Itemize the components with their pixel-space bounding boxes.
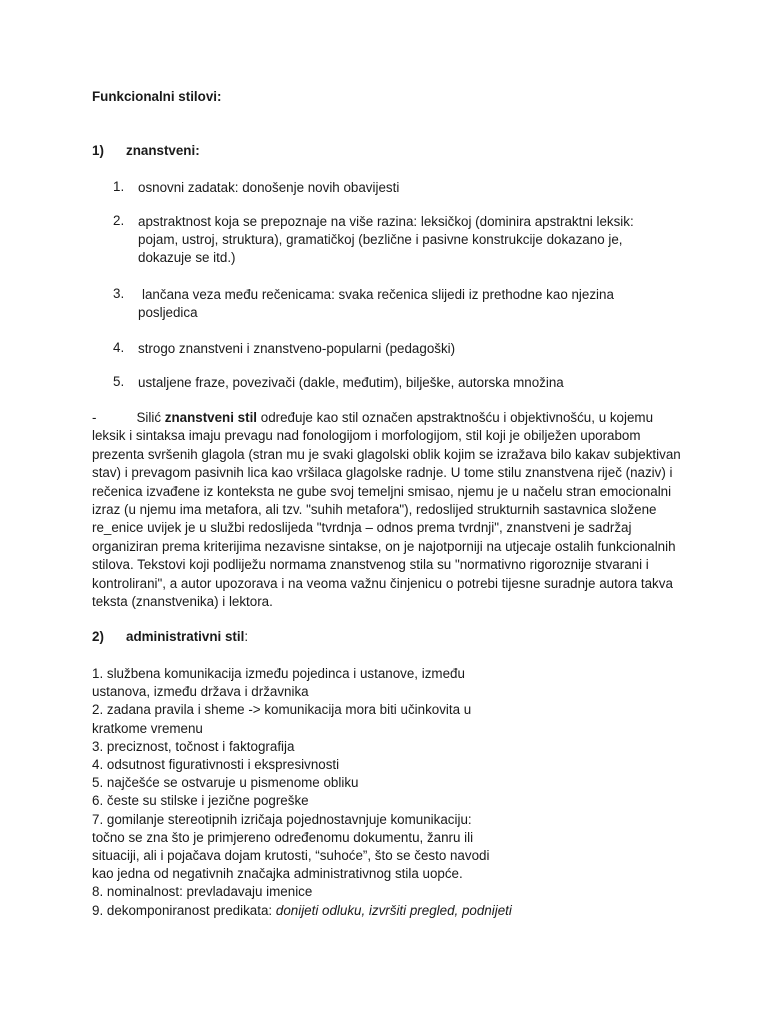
list-item <box>138 213 634 267</box>
list-line <box>92 902 512 920</box>
paragraph-bold-term: znanstveni stil <box>164 410 258 425</box>
list-item-number: 1. <box>113 179 125 194</box>
list-line: kao jedna od negativnih značajka administrativnog stila uopće. <box>92 866 463 882</box>
list-item-line: osnovni zadatak: donošenje novih obavijesti <box>138 180 400 195</box>
list-line: situaciji, ali i pojačava dojam krutosti, “suhoće”, što se često navodi <box>92 848 490 864</box>
list-line: 1. službena komunikacija između pojedinca i ustanove, između <box>92 666 465 681</box>
list-item <box>138 179 399 197</box>
list-line: 4. odsutnost figurativnosti i ekspresivnosti <box>92 757 340 773</box>
administrativni-list <box>92 665 512 920</box>
section-2-heading <box>126 629 248 644</box>
list-line: 7. gomilanje stereotipnih izričaja pojednostavnjuje komunikaciju: <box>92 811 472 827</box>
list-line: ustanova, između država i državnika <box>92 684 309 700</box>
list-line-prefix: 9. dekomponiranost predikata: <box>92 902 276 918</box>
list-item <box>138 374 564 392</box>
list-item-number: 4. <box>113 340 125 355</box>
section-1-heading: znanstveni: <box>126 143 200 158</box>
list-line: 8. nominalnost: prevladavaju imenice <box>92 884 313 900</box>
list-line: 5. najčešće se ostvaruje u pismenome obliku <box>92 775 359 791</box>
list-item <box>138 340 455 358</box>
section-2-heading-colon: : <box>244 629 249 644</box>
list-line: 2. zadana pravila i sheme -> komunikacija mora biti učinkovita u <box>92 702 472 718</box>
list-item-line: dokazuje se itd.) <box>138 250 236 265</box>
list-item-line: lančana veza među rečenicama: svaka rečenica slijedi iz prethodne kao njezina <box>142 287 614 302</box>
list-line: 6. česte su stilske i jezične pogreške <box>92 793 309 809</box>
paragraph-body: određuje kao stil označen apstraktnošću i objektivnošću, u kojemu leksik i sintaksa imaju prevagu nad fonologijom i morfologijom, stil koji je obilježen uporabom prezenta svršenih glagola (stran mu je svaki glagolski oblik kojim se izražava bilo kakav subjektivan stav) i prevagom pasivnih lica kao vršilaca glagolske radnje. U tome stilu znanstvena riječ (naziv) i rečenica izvađene iz konteksta ne gube svoj temeljni smisao, njemu je u načelu stran emocionalni izraz (u njemu ima metafora, ali tzv. "suhih metafora"), redoslijed strukturnih sastavnica složene re_enice uvijek je u službi redoslijeda "tvrdnja – odnos prema tvrdnji", znanstveni je sadržaj organiziran prema kriterijima nezavisne sintakse, on je najotporniji na utjecaje ostalih funkcionalnih stilova. Tekstovi koji podliježu normama znanstvenog stila su "normativno rigoroznije stvarani i kontrolirani", a autor upozorava i na veoma važnu činjenicu o potrebi tijesne suradnje autora takva teksta (znanstvenika) i lektora. <box>92 410 681 610</box>
list-line-italic: donijeti odluku, izvršiti pregled, podnijeti <box>275 902 512 918</box>
list-item-line: pojam, ustroj, struktura), gramatičkoj (bezlične i pasivne konstrukcije dokazano je, <box>138 232 623 247</box>
list-item-number: 5. <box>113 374 125 389</box>
document-title: Funkcionalni stilovi: <box>92 89 222 104</box>
list-line: točno se zna što je primjereno određenomu dokumentu, žanru ili <box>92 829 474 845</box>
paragraph-dash: - <box>92 410 97 425</box>
paragraph-lead: Silić <box>136 410 165 425</box>
list-line: 3. preciznost, točnost i faktografija <box>92 738 295 754</box>
list-line: kratkome vremenu <box>92 720 203 736</box>
paragraph-znanstveni-stil <box>92 409 682 611</box>
list-item-line: apstraktnost koja se prepoznaje na više razina: leksičkoj (dominira apstraktni leksik: <box>138 214 634 229</box>
list-item-number: 2. <box>113 213 125 228</box>
list-item-line: posljedica <box>138 305 198 320</box>
list-item-line: ustaljene fraze, povezivači (dakle, međutim), bilješke, autorska množina <box>138 375 564 390</box>
section-1-number: 1) <box>92 143 104 158</box>
list-item <box>138 286 614 322</box>
section-2-heading-text: administrativni stil <box>126 629 245 644</box>
section-2-number: 2) <box>92 629 104 644</box>
list-item-line: strogo znanstveni i znanstveno-popularni (pedagoški) <box>138 341 456 356</box>
list-item-number: 3. <box>113 286 125 301</box>
